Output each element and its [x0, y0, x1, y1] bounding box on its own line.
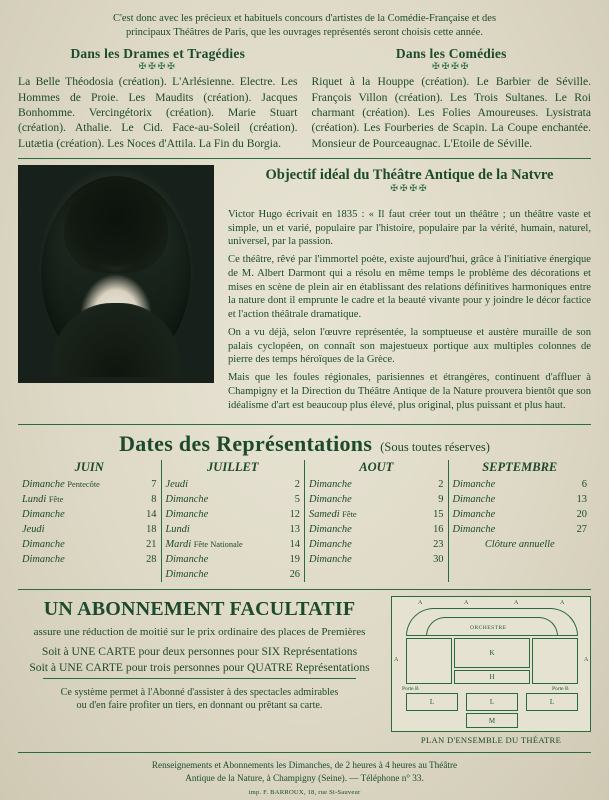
closing-note: Clôture annuelle: [484, 538, 555, 550]
portrait-photo: [18, 165, 214, 383]
dates-header: [18, 431, 591, 457]
month-name: AOUT: [359, 459, 394, 474]
date-number: 7: [151, 478, 157, 490]
plan-cell-k: K: [454, 638, 530, 668]
date-row: [309, 477, 444, 492]
date-number: 30: [433, 553, 444, 565]
date-row: [22, 552, 157, 567]
date-row: [309, 507, 444, 522]
date-note: Fête: [342, 509, 357, 519]
date-note: Fête Nationale: [193, 539, 243, 549]
date-number: 2: [438, 478, 444, 490]
date-row: [166, 507, 301, 522]
divider: [43, 678, 355, 679]
date-day: Jeudi: [165, 478, 189, 490]
date-row: [453, 507, 588, 522]
column-comedies-text: Riquet à la Houppe (création). Le Barbier de Séville. François Villon (création). Les Trois Sultanes. Le Roi charmant (création). Les Folies Amoureuses. Lysistrata (création). Les Fourberies de Scapin. La Coupe enchantée. Monsieur de Pourceaugnac. L'Etoile de Séville.: [311, 75, 591, 150]
date-note: Fête: [48, 494, 64, 504]
theatre-plan-diagram: [391, 596, 591, 732]
month-name: SEPTEMBRE: [482, 459, 558, 474]
date-day: Samedi: [309, 508, 340, 520]
date-number: 9: [438, 493, 444, 505]
subscription-section: [18, 596, 591, 745]
date-row: [166, 567, 301, 582]
date-number: 26: [289, 569, 300, 581]
date-row: [309, 522, 444, 537]
date-day: Dimanche: [309, 523, 352, 535]
intro-paragraph: [24, 12, 585, 40]
column-drames-heading: Dans les Drames et Tragédies: [70, 46, 246, 62]
month-juillet: [161, 460, 305, 583]
divider: [18, 424, 591, 425]
dates-subtitle: (Sous toutes réserves): [380, 439, 490, 454]
date-note: Pentecôte: [67, 479, 100, 489]
date-day: Dimanche: [165, 553, 209, 565]
plan-label-a: A: [464, 600, 469, 607]
date-row: [453, 492, 588, 507]
objective-paragraph: Victor Hugo écrivait en 1835 : « Il faut créer tout un théâtre ; un théâtre vaste et simple, un et varié, populaire par l'histoire, populaire par la vérité, humain, naturel, universel, par la passion.: [228, 208, 591, 248]
date-number: 21: [146, 538, 157, 550]
date-number: 13: [576, 493, 587, 505]
objective-title: Objectif idéal du Théâtre Antique de la Natvre: [265, 166, 554, 183]
date-day: Dimanche: [22, 508, 65, 520]
date-day: Dimanche: [22, 538, 65, 550]
fleuron-ornament-icon: ✠✠✠✠: [432, 61, 471, 72]
date-row: [453, 477, 588, 492]
date-number: 20: [576, 508, 587, 520]
portrait-objective-section: [18, 165, 591, 417]
plan-label-a: A: [560, 600, 565, 607]
subscription-text: [18, 596, 381, 745]
plan-label-a-side: A: [394, 657, 399, 664]
plan-cell-m: M: [466, 713, 518, 728]
date-number: 16: [433, 523, 444, 535]
month-name: JUIN: [74, 459, 104, 474]
plan-cell-h: H: [454, 670, 530, 684]
month-juin: [18, 460, 161, 583]
plan-exit-label: Porte B: [402, 686, 419, 693]
date-row: [309, 537, 444, 552]
date-day: Lundi: [22, 493, 47, 505]
date-number: 2: [294, 478, 300, 490]
objective-block: [226, 165, 591, 417]
objective-paragraph: Mais que les foules régionales, parisiennes et étrangères, continuent d'affluer à Champigny et la Direction du Théâtre Antique de la Nature prouvera bientôt que son idéalisme d'art est beaucoup plus élevé, plus original, plus puissant et plus haut.: [228, 372, 591, 411]
date-row: [166, 522, 301, 537]
date-day: Dimanche: [452, 478, 496, 490]
date-row: [166, 552, 301, 567]
date-row: [22, 537, 157, 552]
date-number: 12: [289, 508, 300, 520]
subscription-note-line-2: ou d'en faire profiter un tiers, en donnant ou prêtant sa carte.: [76, 700, 323, 712]
date-number: 23: [433, 538, 444, 550]
date-day: Dimanche: [452, 523, 496, 535]
plan-cell-l1: L: [406, 693, 458, 711]
date-number: 27: [576, 523, 587, 535]
date-number: 5: [294, 493, 300, 505]
objective-paragraph: On a vu déjà, selon l'œuvre représentée, la somptueuse et austère muraille de son palais cyclopéen, on connaît son majestueux portique aux multiples colonnes de pierre des temps héroïques de la Grèce.: [228, 326, 591, 366]
subscription-title: UN ABONNEMENT FACULTATIF: [43, 598, 356, 621]
date-row: [166, 492, 301, 507]
date-day: Jeudi: [22, 523, 45, 535]
date-day: Dimanche: [309, 538, 352, 550]
date-number: 8: [151, 493, 157, 505]
dates-table: [18, 460, 591, 583]
printer-imprint: imp. F. BARROUX, 18, rue St-Sauveur: [248, 788, 361, 796]
fleuron-ornament-icon: ✠✠✠✠: [138, 61, 177, 72]
footer-line-2: Antique de la Nature, à Champigny (Seine). — Téléphone n° 33.: [185, 772, 424, 783]
subscription-offer-1: Soit à UNE CARTE pour deux personnes pour SIX Représentations: [41, 645, 358, 659]
date-day: Dimanche: [309, 553, 352, 565]
date-day: Dimanche: [22, 553, 65, 565]
date-day: Dimanche: [165, 493, 209, 505]
plan-cell-right: [532, 638, 578, 684]
date-row: [22, 492, 157, 507]
play-lists: [18, 46, 591, 150]
subscription-subtitle: assure une réduction de moitié sur le prix ordinaire des places de Premières: [33, 626, 366, 639]
subscription-note: [18, 686, 381, 713]
date-row: [309, 492, 444, 507]
objective-paragraph: Ce théâtre, rêvé par l'immortel poète, existe aujourd'hui, grâce à l'initiative énergique de M. Albert Darmont qui a résolu en même temps le problème des décorations et mises en scène de plein air en établissant des relations définitives harmoniques entre la nature dont il emprunte le cadre et la beauté vivante pour y joindre le décor factice et l'action théâtrale dramatique.: [228, 254, 591, 321]
dates-title: Dates des Représentations: [119, 430, 373, 456]
intro-line-1: C'est donc avec les précieux et habituels concours d'artistes de la Comédie-Française et des: [112, 13, 497, 24]
theatre-plan-caption: PLAN D'ENSEMBLE DU THÉATRE: [420, 735, 562, 746]
date-day: Dimanche: [22, 478, 65, 490]
theatre-plan-container: [391, 596, 591, 745]
date-row: [166, 537, 301, 552]
date-day: Mardi: [165, 538, 192, 550]
date-row: [22, 477, 157, 492]
divider: [18, 158, 591, 159]
date-number: 6: [581, 478, 587, 490]
date-row: [166, 477, 301, 492]
date-number: 14: [146, 508, 157, 520]
plan-cell-l2: L: [466, 693, 518, 711]
divider: [18, 589, 591, 590]
date-day: Dimanche: [309, 493, 352, 505]
date-number: 15: [433, 508, 444, 520]
footer-line-1: Renseignements et Abonnements les Dimanches, de 2 heures à 4 heures au Théâtre: [151, 760, 458, 771]
date-day: Dimanche: [165, 569, 209, 581]
date-day: Dimanche: [452, 493, 496, 505]
date-row: [22, 522, 157, 537]
portrait-container: [18, 165, 214, 417]
column-drames: [18, 46, 298, 150]
column-comedies-heading: Dans les Comédies: [395, 46, 507, 62]
date-row: [309, 552, 444, 567]
date-row: [22, 507, 157, 522]
plan-cell-left: [406, 638, 452, 684]
date-number: 14: [289, 538, 300, 550]
divider: [18, 752, 591, 753]
date-number: 19: [289, 553, 300, 565]
date-day: Dimanche: [452, 508, 496, 520]
month-septembre: [448, 460, 592, 583]
month-aout: [304, 460, 448, 583]
footer: [18, 759, 591, 798]
date-day: Dimanche: [165, 508, 209, 520]
date-row: [453, 522, 588, 537]
subscription-offers: [18, 645, 381, 674]
date-day: Dimanche: [309, 478, 352, 490]
plan-orchestra-label: ORCHESTRE: [470, 625, 507, 632]
date-number: 28: [146, 553, 157, 565]
month-name: JUILLET: [207, 459, 259, 474]
fleuron-ornament-icon: ✠✠✠✠: [390, 182, 429, 193]
column-comedies: [312, 46, 592, 150]
plan-label-a-side: A: [584, 657, 589, 664]
intro-line-2: principaux Théâtres de Paris, que les ouvrages représentés seront choisis cette année.: [126, 27, 483, 39]
date-day: Lundi: [165, 523, 190, 535]
date-number: 13: [289, 523, 300, 535]
plan-exit-label: Porte B: [552, 686, 569, 693]
subscription-note-line-1: Ce système permet à l'Abonné d'assister à des spectacles admirables: [60, 687, 339, 699]
subscription-offer-2: Soit à UNE CARTE pour trois personnes pour QUATRE Représentations: [29, 661, 370, 675]
plan-cell-l3: L: [526, 693, 578, 711]
column-drames-text: La Belle Théodosia (création). L'Arlésienne. Electre. Les Hommes de Proie. Les Maudits (création). Jacques Bonhomme. Vercingétorix (création). Marie Stuart (création). Athalie. Le Cid. Face-au-Soleil (création). Lutætia (création). Les Noces d'Attila. La Fin du Borgia.: [18, 75, 298, 150]
objective-body: [228, 208, 591, 413]
plan-label-a: A: [514, 600, 519, 607]
plan-label-a: A: [418, 600, 423, 607]
date-number: 18: [146, 523, 157, 535]
